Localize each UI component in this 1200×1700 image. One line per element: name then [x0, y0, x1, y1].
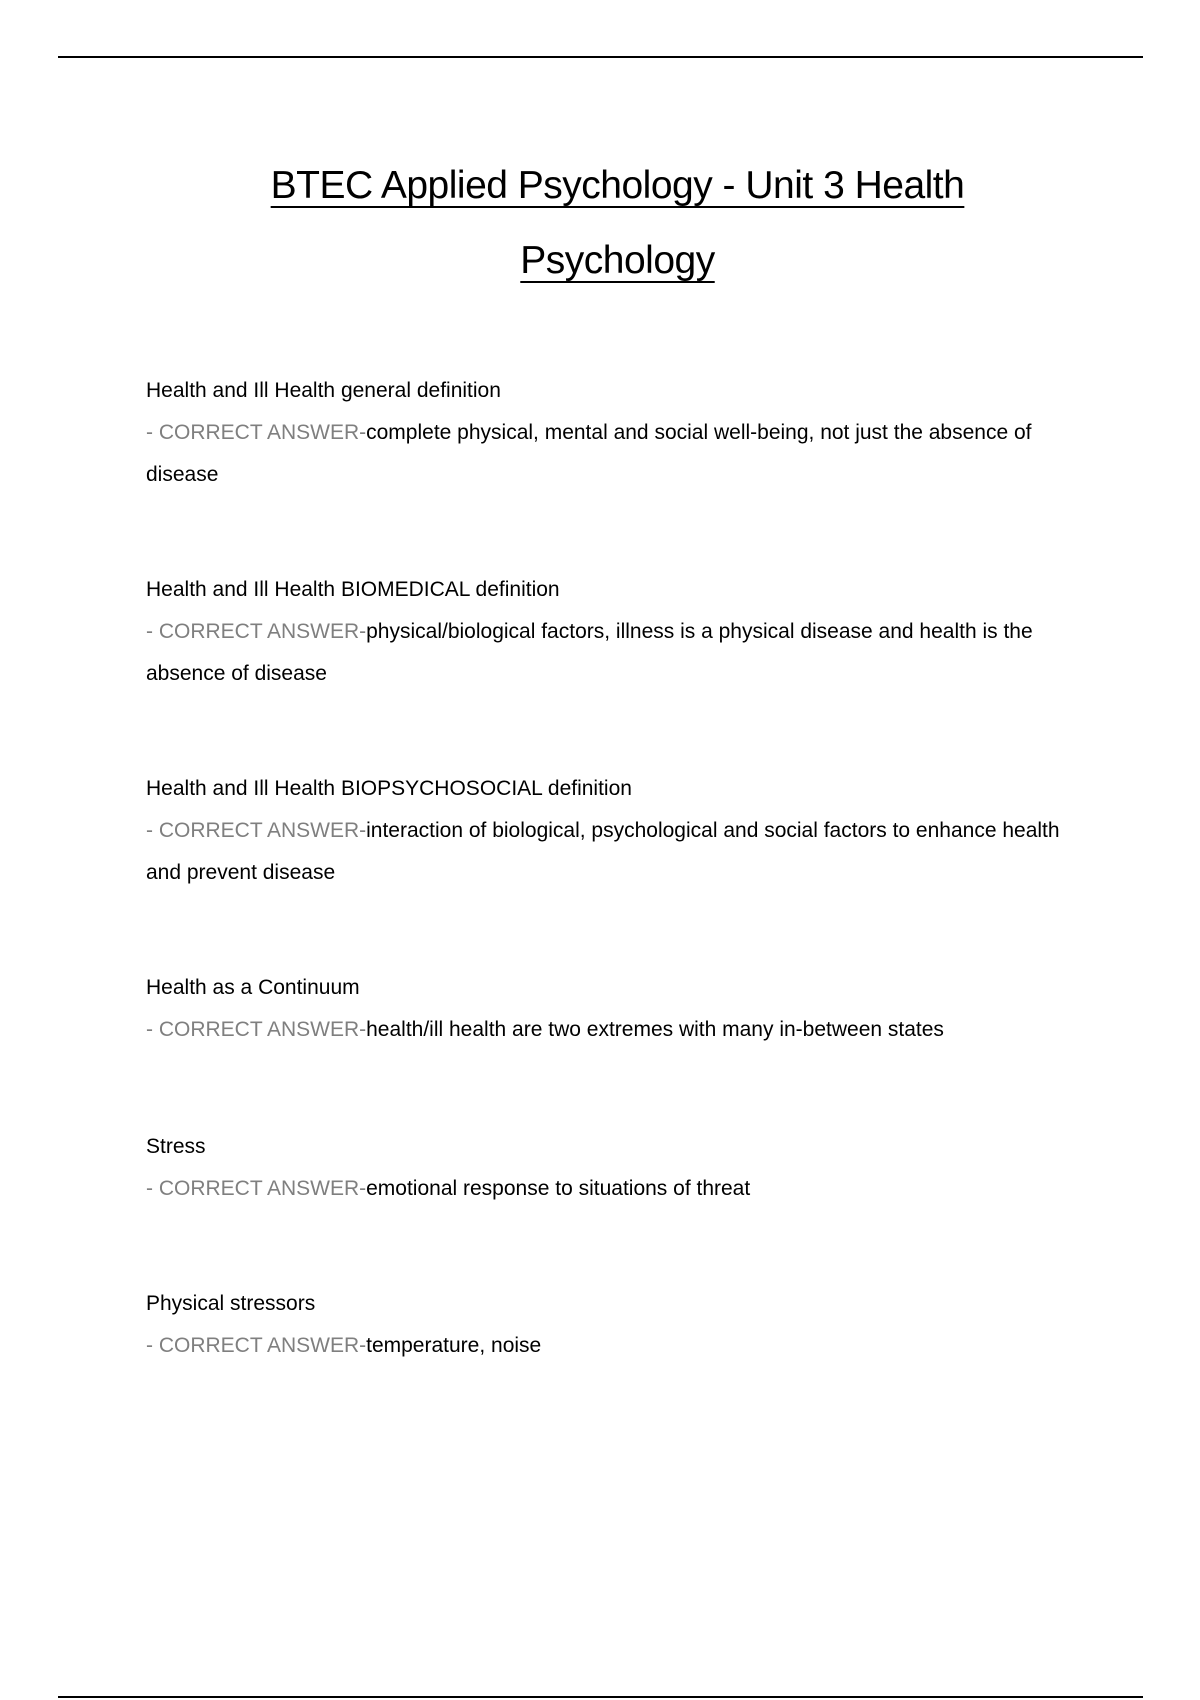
- answer-body: emotional response to situations of threat: [366, 1177, 751, 1200]
- answer-text: [146, 412, 1096, 496]
- document-title: [200, 148, 1035, 298]
- answer-body: complete physical, mental and social well-being, not just the absence of disease: [146, 421, 1032, 486]
- question-text: Stress: [146, 1135, 206, 1158]
- qa-item: [146, 370, 1096, 496]
- qa-item: [146, 569, 1096, 695]
- correct-answer-label: - CORRECT ANSWER-: [146, 620, 367, 643]
- correct-answer-label: - CORRECT ANSWER-: [146, 1334, 367, 1357]
- correct-answer-label: - CORRECT ANSWER-: [146, 819, 367, 842]
- answer-text: [146, 810, 1096, 894]
- correct-answer-label: - CORRECT ANSWER-: [146, 421, 367, 444]
- question-text: Physical stressors: [146, 1292, 316, 1315]
- qa-item: [146, 967, 1096, 1051]
- answer-text: [146, 1009, 1096, 1051]
- question-text: Health and Ill Health BIOPSYCHOSOCIAL definition: [146, 777, 632, 800]
- question-text: Health as a Continuum: [146, 976, 360, 999]
- bottom-rule: [58, 1696, 1143, 1698]
- qa-item: [146, 1126, 1096, 1210]
- question-text: Health and Ill Health general definition: [146, 379, 501, 402]
- answer-text: [146, 1325, 1096, 1367]
- answer-text: [146, 611, 1096, 695]
- correct-answer-label: - CORRECT ANSWER-: [146, 1177, 367, 1200]
- correct-answer-label: - CORRECT ANSWER-: [146, 1018, 367, 1041]
- question-text: Health and Ill Health BIOMEDICAL definition: [146, 578, 560, 601]
- answer-body: temperature, noise: [366, 1334, 542, 1357]
- document-title-text: BTEC Applied Psychology - Unit 3 Health Psychology: [270, 164, 965, 282]
- answer-body: interaction of biological, psychological and social factors to enhance health and prevent disease: [146, 819, 1060, 884]
- qa-item: [146, 1283, 1096, 1367]
- answer-text: [146, 1168, 1096, 1210]
- qa-item: [146, 768, 1096, 894]
- top-rule: [58, 56, 1143, 58]
- answer-body: health/ill health are two extremes with many in-between states: [366, 1018, 944, 1041]
- answer-body: physical/biological factors, illness is a physical disease and health is the absence of disease: [146, 620, 1033, 685]
